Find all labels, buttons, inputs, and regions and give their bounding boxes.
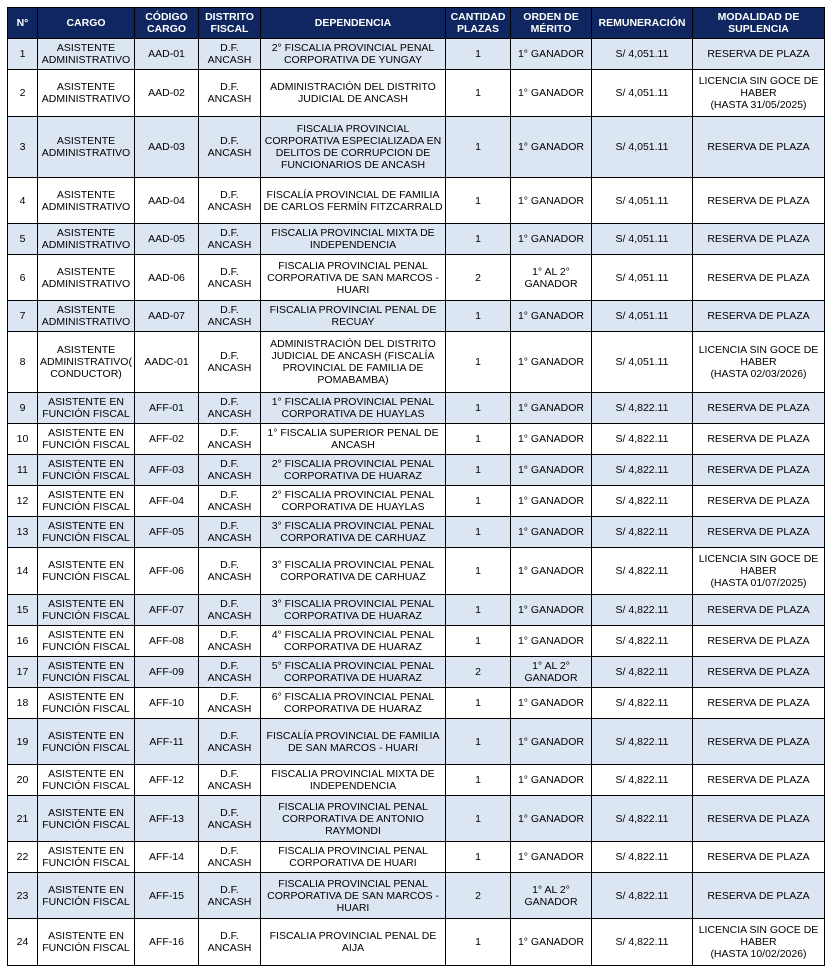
cell-codigo: AFF-13 (135, 796, 199, 842)
cell-dependencia: 2° FISCALIA PROVINCIAL PENAL CORPORATIVA DE HUAYLAS (261, 486, 446, 517)
table-row (8, 595, 825, 626)
cell-modalidad: LICENCIA SIN GOCE DE HABER (HASTA 02/03/2026) (693, 332, 825, 393)
cell-codigo: AFF-11 (135, 719, 199, 765)
cell-dependencia: 1° FISCALIA PROVINCIAL PENAL CORPORATIVA DE HUAYLAS (261, 393, 446, 424)
cell-orden: 1° GANADOR (511, 517, 592, 548)
cell-n: 11 (8, 455, 38, 486)
cell-n: 3 (8, 117, 38, 178)
cell-cargo: ASISTENTE ADMINISTRATIVO (38, 39, 135, 70)
cell-cargo: ASISTENTE EN FUNCIÓN FISCAL (38, 657, 135, 688)
cell-codigo: AFF-04 (135, 486, 199, 517)
cell-remuneracion: S/ 4,051.11 (592, 255, 693, 301)
cell-n: 1 (8, 39, 38, 70)
cell-remuneracion: S/ 4,822.11 (592, 765, 693, 796)
cell-remuneracion: S/ 4,822.11 (592, 393, 693, 424)
cell-modalidad: RESERVA DE PLAZA (693, 39, 825, 70)
cell-remuneracion: S/ 4,051.11 (592, 332, 693, 393)
cell-codigo: AAD-05 (135, 224, 199, 255)
header-cell-modalidad: MODALIDAD DE SUPLENCIA (693, 8, 825, 39)
cell-codigo: AAD-06 (135, 255, 199, 301)
cell-cargo: ASISTENTE EN FUNCIÓN FISCAL (38, 919, 135, 966)
cell-modalidad: RESERVA DE PLAZA (693, 393, 825, 424)
cell-n: 6 (8, 255, 38, 301)
cell-distrito: D.F. ANCASH (199, 224, 261, 255)
cell-orden: 1° GANADOR (511, 393, 592, 424)
cell-distrito: D.F. ANCASH (199, 332, 261, 393)
cell-codigo: AAD-04 (135, 178, 199, 224)
cell-n: 23 (8, 873, 38, 919)
cell-dependencia: FISCALIA PROVINCIAL PENAL CORPORATIVA DE HUARI (261, 842, 446, 873)
cell-orden: 1° GANADOR (511, 39, 592, 70)
cell-distrito: D.F. ANCASH (199, 393, 261, 424)
cell-remuneracion: S/ 4,822.11 (592, 688, 693, 719)
cell-distrito: D.F. ANCASH (199, 719, 261, 765)
cell-remuneracion: S/ 4,822.11 (592, 657, 693, 688)
table-row (8, 39, 825, 70)
cell-cantidad: 1 (446, 595, 511, 626)
cell-modalidad: RESERVA DE PLAZA (693, 455, 825, 486)
cell-cantidad: 2 (446, 255, 511, 301)
cell-dependencia: FISCALIA PROVINCIAL PENAL CORPORATIVA DE ANTONIO RAYMONDI (261, 796, 446, 842)
cell-codigo: AAD-03 (135, 117, 199, 178)
cell-orden: 1° GANADOR (511, 486, 592, 517)
cell-cantidad: 1 (446, 796, 511, 842)
cell-cargo: ASISTENTE EN FUNCIÓN FISCAL (38, 486, 135, 517)
cell-remuneracion: S/ 4,822.11 (592, 796, 693, 842)
cell-cargo: ASISTENTE EN FUNCIÓN FISCAL (38, 873, 135, 919)
cell-codigo: AFF-01 (135, 393, 199, 424)
cell-dependencia: FISCALIA PROVINCIAL MIXTA DE INDEPENDENCIA (261, 224, 446, 255)
cell-orden: 1° GANADOR (511, 796, 592, 842)
header-cell-cantidad: CANTIDAD PLAZAS (446, 8, 511, 39)
cell-modalidad: RESERVA DE PLAZA (693, 224, 825, 255)
cell-cantidad: 1 (446, 301, 511, 332)
cell-modalidad: LICENCIA SIN GOCE DE HABER (HASTA 31/05/2025) (693, 70, 825, 117)
cell-dependencia: 2° FISCALIA PROVINCIAL PENAL CORPORATIVA DE HUARAZ (261, 455, 446, 486)
cell-orden: 1° AL 2° GANADOR (511, 255, 592, 301)
cell-orden: 1° GANADOR (511, 224, 592, 255)
cell-cantidad: 1 (446, 688, 511, 719)
cell-n: 4 (8, 178, 38, 224)
cell-orden: 1° GANADOR (511, 301, 592, 332)
cell-n: 24 (8, 919, 38, 966)
cell-orden: 1° GANADOR (511, 455, 592, 486)
cell-modalidad: RESERVA DE PLAZA (693, 595, 825, 626)
cell-orden: 1° AL 2° GANADOR (511, 657, 592, 688)
cell-modalidad: RESERVA DE PLAZA (693, 255, 825, 301)
table-row (8, 393, 825, 424)
cell-dependencia: FISCALIA PROVINCIAL PENAL CORPORATIVA DE SAN MARCOS - HUARI (261, 873, 446, 919)
cell-dependencia: FISCALÍA PROVINCIAL DE FAMILIA DE SAN MARCOS - HUARI (261, 719, 446, 765)
cell-remuneracion: S/ 4,051.11 (592, 70, 693, 117)
cell-remuneracion: S/ 4,822.11 (592, 517, 693, 548)
cell-distrito: D.F. ANCASH (199, 919, 261, 966)
cell-n: 17 (8, 657, 38, 688)
cell-distrito: D.F. ANCASH (199, 657, 261, 688)
cell-modalidad: LICENCIA SIN GOCE DE HABER (HASTA 01/07/2025) (693, 548, 825, 595)
cell-remuneracion: S/ 4,051.11 (592, 301, 693, 332)
cell-modalidad: RESERVA DE PLAZA (693, 842, 825, 873)
cell-cantidad: 1 (446, 626, 511, 657)
table-row (8, 255, 825, 301)
cell-dependencia: 3° FISCALIA PROVINCIAL PENAL CORPORATIVA DE CARHUAZ (261, 517, 446, 548)
cell-orden: 1° GANADOR (511, 117, 592, 178)
cell-remuneracion: S/ 4,822.11 (592, 548, 693, 595)
cell-cantidad: 1 (446, 719, 511, 765)
header-cell-cargo: CARGO (38, 8, 135, 39)
cell-modalidad: RESERVA DE PLAZA (693, 117, 825, 178)
cell-remuneracion: S/ 4,822.11 (592, 424, 693, 455)
cell-orden: 1° GANADOR (511, 548, 592, 595)
table-row (8, 455, 825, 486)
cell-modalidad: RESERVA DE PLAZA (693, 657, 825, 688)
cell-remuneracion: S/ 4,822.11 (592, 719, 693, 765)
cell-codigo: AFF-05 (135, 517, 199, 548)
document-page (7, 7, 825, 966)
cell-modalidad: RESERVA DE PLAZA (693, 765, 825, 796)
cell-codigo: AFF-07 (135, 595, 199, 626)
cell-n: 8 (8, 332, 38, 393)
cell-cantidad: 1 (446, 842, 511, 873)
cell-distrito: D.F. ANCASH (199, 117, 261, 178)
cell-dependencia: 1° FISCALIA SUPERIOR PENAL DE ANCASH (261, 424, 446, 455)
cell-remuneracion: S/ 4,822.11 (592, 595, 693, 626)
cell-distrito: D.F. ANCASH (199, 796, 261, 842)
cell-codigo: AAD-01 (135, 39, 199, 70)
cell-codigo: AFF-15 (135, 873, 199, 919)
cell-modalidad: RESERVA DE PLAZA (693, 796, 825, 842)
cell-cargo: ASISTENTE EN FUNCIÓN FISCAL (38, 796, 135, 842)
cell-codigo: AFF-02 (135, 424, 199, 455)
cell-cantidad: 1 (446, 765, 511, 796)
cell-cargo: ASISTENTE ADMINISTRATIVO (38, 255, 135, 301)
cell-cantidad: 1 (446, 39, 511, 70)
cell-orden: 1° GANADOR (511, 424, 592, 455)
cell-n: 10 (8, 424, 38, 455)
cell-dependencia: FISCALIA PROVINCIAL PENAL CORPORATIVA DE SAN MARCOS - HUARI (261, 255, 446, 301)
cell-cantidad: 1 (446, 224, 511, 255)
table-row (8, 688, 825, 719)
cell-modalidad: RESERVA DE PLAZA (693, 178, 825, 224)
cell-dependencia: ADMINISTRACIÓN DEL DISTRITO JUDICIAL DE ANCASH (261, 70, 446, 117)
cell-modalidad: RESERVA DE PLAZA (693, 626, 825, 657)
table-row (8, 486, 825, 517)
cell-cargo: ASISTENTE EN FUNCIÓN FISCAL (38, 688, 135, 719)
cell-orden: 1° GANADOR (511, 70, 592, 117)
cell-n: 18 (8, 688, 38, 719)
table-row (8, 657, 825, 688)
cell-modalidad: RESERVA DE PLAZA (693, 486, 825, 517)
cell-cantidad: 1 (446, 70, 511, 117)
cell-modalidad: RESERVA DE PLAZA (693, 873, 825, 919)
table-row (8, 873, 825, 919)
header-cell-codigo: CÓDIGO CARGO (135, 8, 199, 39)
cell-n: 19 (8, 719, 38, 765)
cell-cantidad: 1 (446, 178, 511, 224)
cell-remuneracion: S/ 4,051.11 (592, 117, 693, 178)
cell-cantidad: 1 (446, 393, 511, 424)
cell-modalidad: LICENCIA SIN GOCE DE HABER (HASTA 10/02/2026) (693, 919, 825, 966)
cell-distrito: D.F. ANCASH (199, 39, 261, 70)
header-cell-remuneracion: REMUNERACIÓN (592, 8, 693, 39)
table-row (8, 919, 825, 966)
cell-dependencia: 3° FISCALIA PROVINCIAL PENAL CORPORATIVA DE CARHUAZ (261, 548, 446, 595)
cell-cantidad: 2 (446, 657, 511, 688)
cell-distrito: D.F. ANCASH (199, 178, 261, 224)
cell-dependencia: 2° FISCALIA PROVINCIAL PENAL CORPORATIVA DE YUNGAY (261, 39, 446, 70)
cell-n: 16 (8, 626, 38, 657)
cell-codigo: AFF-14 (135, 842, 199, 873)
cell-codigo: AFF-10 (135, 688, 199, 719)
cell-distrito: D.F. ANCASH (199, 688, 261, 719)
table-row (8, 178, 825, 224)
cell-cargo: ASISTENTE EN FUNCIÓN FISCAL (38, 548, 135, 595)
cell-dependencia: 6° FISCALIA PROVINCIAL PENAL CORPORATIVA DE HUARAZ (261, 688, 446, 719)
cell-distrito: D.F. ANCASH (199, 517, 261, 548)
cell-dependencia: FISCALIA PROVINCIAL PENAL DE RECUAY (261, 301, 446, 332)
table-row (8, 842, 825, 873)
cell-cargo: ASISTENTE EN FUNCIÓN FISCAL (38, 517, 135, 548)
cell-dependencia: FISCALIA PROVINCIAL CORPORATIVA ESPECIALIZADA EN DELITOS DE CORRUPCION DE FUNCIONARIOS DE ANCASH (261, 117, 446, 178)
table-row (8, 719, 825, 765)
cell-modalidad: RESERVA DE PLAZA (693, 688, 825, 719)
cell-distrito: D.F. ANCASH (199, 486, 261, 517)
cell-distrito: D.F. ANCASH (199, 255, 261, 301)
cell-cantidad: 1 (446, 486, 511, 517)
cell-dependencia: 3° FISCALIA PROVINCIAL PENAL CORPORATIVA DE HUARAZ (261, 595, 446, 626)
table-row (8, 765, 825, 796)
table-row (8, 548, 825, 595)
cell-distrito: D.F. ANCASH (199, 873, 261, 919)
cell-orden: 1° GANADOR (511, 719, 592, 765)
cell-modalidad: RESERVA DE PLAZA (693, 517, 825, 548)
cell-cantidad: 1 (446, 455, 511, 486)
cell-orden: 1° GANADOR (511, 765, 592, 796)
table-body (8, 39, 825, 966)
header-row (8, 8, 825, 39)
cell-orden: 1° AL 2° GANADOR (511, 873, 592, 919)
cell-orden: 1° GANADOR (511, 842, 592, 873)
header-cell-dependencia: DEPENDENCIA (261, 8, 446, 39)
cell-remuneracion: S/ 4,822.11 (592, 842, 693, 873)
cell-n: 2 (8, 70, 38, 117)
cell-codigo: AFF-09 (135, 657, 199, 688)
cell-n: 13 (8, 517, 38, 548)
cell-cargo: ASISTENTE EN FUNCIÓN FISCAL (38, 626, 135, 657)
cell-remuneracion: S/ 4,822.11 (592, 919, 693, 966)
cell-codigo: AFF-03 (135, 455, 199, 486)
cell-cargo: ASISTENTE EN FUNCIÓN FISCAL (38, 424, 135, 455)
cell-cargo: ASISTENTE EN FUNCIÓN FISCAL (38, 719, 135, 765)
cell-codigo: AFF-06 (135, 548, 199, 595)
cell-n: 14 (8, 548, 38, 595)
cell-codigo: AFF-16 (135, 919, 199, 966)
cell-modalidad: RESERVA DE PLAZA (693, 424, 825, 455)
table-row (8, 117, 825, 178)
header-cell-orden: ORDEN DE MÉRITO (511, 8, 592, 39)
cell-n: 7 (8, 301, 38, 332)
cell-cantidad: 1 (446, 332, 511, 393)
cell-dependencia: FISCALIA PROVINCIAL PENAL DE AIJA (261, 919, 446, 966)
cell-cargo: ASISTENTE ADMINISTRATIVO (38, 70, 135, 117)
cell-cantidad: 1 (446, 424, 511, 455)
cell-cargo: ASISTENTE EN FUNCIÓN FISCAL (38, 455, 135, 486)
cell-remuneracion: S/ 4,822.11 (592, 626, 693, 657)
table-row (8, 626, 825, 657)
header-cell-n: N° (8, 8, 38, 39)
cell-dependencia: 4° FISCALIA PROVINCIAL PENAL CORPORATIVA DE HUARAZ (261, 626, 446, 657)
table-row (8, 517, 825, 548)
cell-remuneracion: S/ 4,822.11 (592, 486, 693, 517)
cell-modalidad: RESERVA DE PLAZA (693, 301, 825, 332)
cell-orden: 1° GANADOR (511, 332, 592, 393)
cell-cargo: ASISTENTE EN FUNCIÓN FISCAL (38, 393, 135, 424)
cell-distrito: D.F. ANCASH (199, 842, 261, 873)
cell-cargo: ASISTENTE EN FUNCIÓN FISCAL (38, 842, 135, 873)
cell-orden: 1° GANADOR (511, 688, 592, 719)
cell-n: 22 (8, 842, 38, 873)
cell-dependencia: ADMINISTRACIÓN DEL DISTRITO JUDICIAL DE ANCASH (FISCALÍA PROVINCIAL DE FAMILIA DE POMABAMBA) (261, 332, 446, 393)
vacancies-table (7, 7, 825, 966)
cell-remuneracion: S/ 4,822.11 (592, 873, 693, 919)
table-row (8, 224, 825, 255)
cell-dependencia: FISCALÍA PROVINCIAL DE FAMILIA DE CARLOS FERMÍN FITZCARRALD (261, 178, 446, 224)
table-row (8, 796, 825, 842)
cell-n: 20 (8, 765, 38, 796)
cell-codigo: AAD-07 (135, 301, 199, 332)
cell-n: 5 (8, 224, 38, 255)
cell-codigo: AFF-08 (135, 626, 199, 657)
cell-distrito: D.F. ANCASH (199, 548, 261, 595)
cell-remuneracion: S/ 4,822.11 (592, 455, 693, 486)
cell-cargo: ASISTENTE ADMINISTRATIVO (38, 117, 135, 178)
cell-dependencia: FISCALIA PROVINCIAL MIXTA DE INDEPENDENCIA (261, 765, 446, 796)
cell-distrito: D.F. ANCASH (199, 455, 261, 486)
cell-cantidad: 1 (446, 919, 511, 966)
cell-codigo: AFF-12 (135, 765, 199, 796)
cell-cantidad: 1 (446, 117, 511, 178)
cell-orden: 1° GANADOR (511, 178, 592, 224)
cell-codigo: AAD-02 (135, 70, 199, 117)
cell-cargo: ASISTENTE EN FUNCIÓN FISCAL (38, 595, 135, 626)
cell-n: 15 (8, 595, 38, 626)
cell-orden: 1° GANADOR (511, 595, 592, 626)
cell-dependencia: 5° FISCALIA PROVINCIAL PENAL CORPORATIVA DE HUARAZ (261, 657, 446, 688)
cell-distrito: D.F. ANCASH (199, 70, 261, 117)
cell-cantidad: 1 (446, 517, 511, 548)
cell-cargo: ASISTENTE ADMINISTRATIVO (38, 224, 135, 255)
cell-remuneracion: S/ 4,051.11 (592, 39, 693, 70)
cell-modalidad: RESERVA DE PLAZA (693, 719, 825, 765)
cell-codigo: AADC-01 (135, 332, 199, 393)
table-row (8, 301, 825, 332)
cell-distrito: D.F. ANCASH (199, 626, 261, 657)
cell-remuneracion: S/ 4,051.11 (592, 224, 693, 255)
cell-distrito: D.F. ANCASH (199, 301, 261, 332)
cell-orden: 1° GANADOR (511, 626, 592, 657)
cell-cargo: ASISTENTE ADMINISTRATIVO( CONDUCTOR) (38, 332, 135, 393)
cell-remuneracion: S/ 4,051.11 (592, 178, 693, 224)
cell-orden: 1° GANADOR (511, 919, 592, 966)
cell-n: 9 (8, 393, 38, 424)
cell-cantidad: 1 (446, 548, 511, 595)
header-cell-distrito: DISTRITO FISCAL (199, 8, 261, 39)
table-row (8, 424, 825, 455)
cell-cargo: ASISTENTE ADMINISTRATIVO (38, 178, 135, 224)
cell-cargo: ASISTENTE EN FUNCIÓN FISCAL (38, 765, 135, 796)
cell-distrito: D.F. ANCASH (199, 595, 261, 626)
cell-cantidad: 2 (446, 873, 511, 919)
cell-n: 12 (8, 486, 38, 517)
table-row (8, 70, 825, 117)
cell-n: 21 (8, 796, 38, 842)
table-row (8, 332, 825, 393)
cell-distrito: D.F. ANCASH (199, 424, 261, 455)
cell-distrito: D.F. ANCASH (199, 765, 261, 796)
cell-cargo: ASISTENTE ADMINISTRATIVO (38, 301, 135, 332)
